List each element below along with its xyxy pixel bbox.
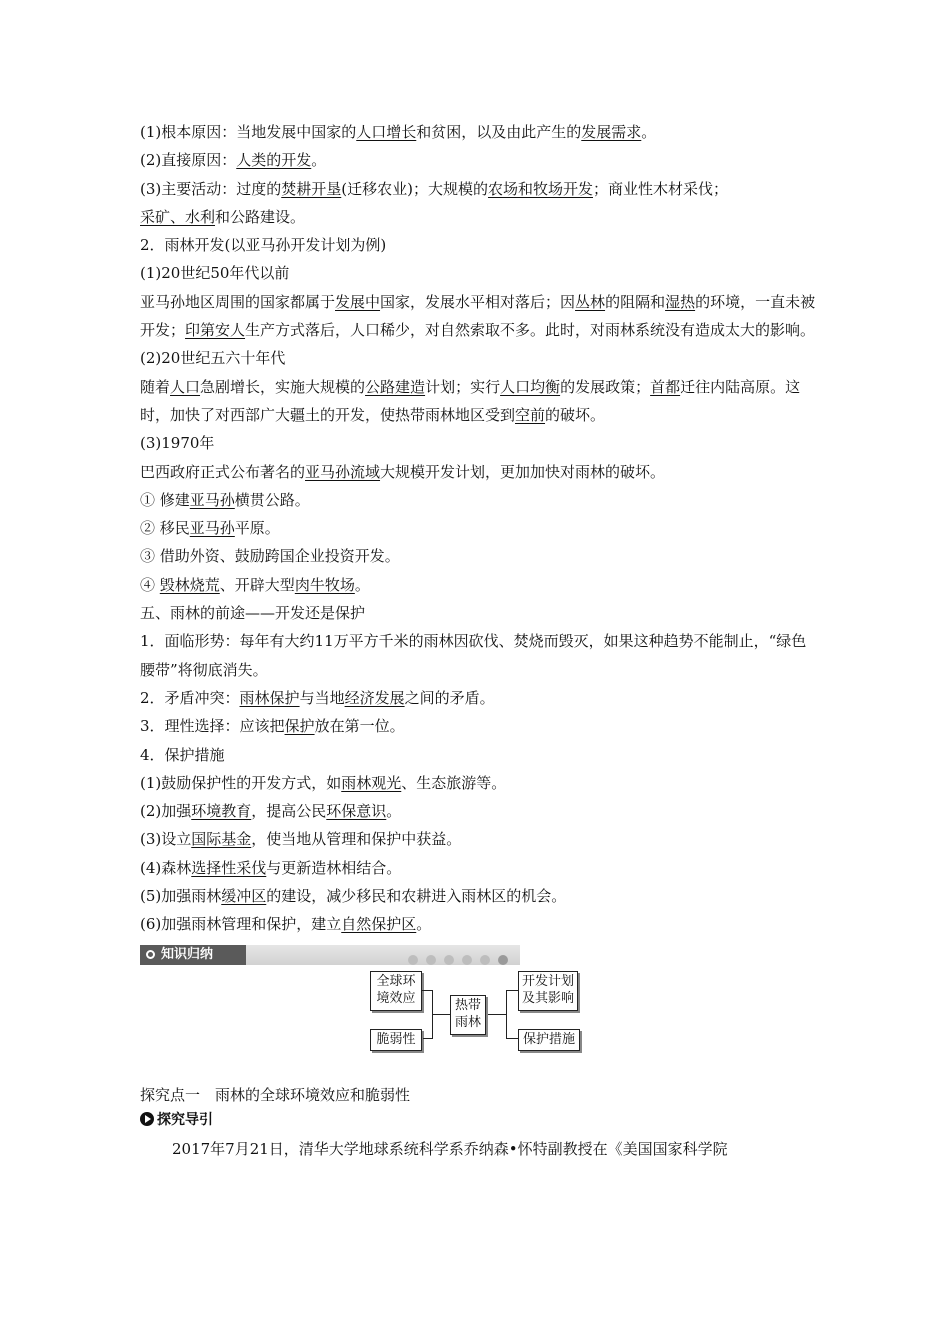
box-tropical-rainforest: 热带雨林 (450, 995, 486, 1035)
line-1970: (3)1970年 (140, 434, 215, 453)
line-main-activities-cont: 采矿、水利和公路建设。 (140, 207, 306, 226)
line-item-3: ③ 借助外资、鼓励跨国企业投资开发。 (140, 547, 400, 566)
line-section-five: 五、雨林的前途——开发还是保护 (140, 604, 366, 623)
box-fragility: 脆弱性 (370, 1029, 422, 1051)
document-page (140, 118, 820, 1163)
connector (506, 990, 507, 1039)
connector (506, 990, 518, 991)
line-measure-5: (5)加强雨林缓冲区的建设，减少移民和农耕进入雨林区的机会。 (140, 887, 567, 906)
box-global-effect: 全球环境效应 (370, 971, 422, 1011)
line-main-activities: (3)主要活动：过度的焚耕开垦(迁移农业)；大规模的农场和牧场开发；商业性木材采伐； (140, 179, 729, 198)
line-brazil-plan: 巴西政府正式公布著名的亚马孙流域大规模开发计划，更加加快对雨林的破坏。 (140, 462, 666, 481)
line-rational-choice: 3．理性选择：应该把保护放在第一位。 (140, 717, 405, 736)
line-direct-cause: (2)直接原因：人类的开发。 (140, 151, 327, 170)
explore-point-heading: 探究点一 雨林的全球环境效应和脆弱性 (140, 1085, 411, 1104)
line-measure-3: (3)设立国际基金，使当地从管理和保护中获益。 (140, 830, 462, 849)
line-measure-2: (2)加强环境教育，提高公民环保意识。 (140, 802, 402, 821)
connector (423, 1038, 432, 1039)
line-1950s-60s: (2)20世纪五六十年代 (140, 349, 286, 368)
decorative-dots (400, 950, 508, 969)
box-dev-plan: 开发计划及其影响 (518, 971, 578, 1011)
line-rainforest-dev: 2．雨林开发(以亚马孙开发计划为例) (140, 236, 387, 255)
connector (422, 990, 432, 991)
para-1950s-60s: 随着人口急剧增长，实施大规模的公路建造计划；实行人口均衡的发展政策；首都迁往内陆高原。这时，加快了对西部广大疆土的开发，使热带雨林地区受到空前的破坏。 (140, 377, 801, 424)
box-protection: 保护措施 (518, 1029, 580, 1051)
line-item-2: ② 移民亚马孙平原。 (140, 519, 280, 538)
line-measure-1: (1)鼓励保护性的开发方式，如雨林观光、生态旅游等。 (140, 773, 507, 792)
connector (488, 1014, 506, 1015)
line-item-1: ① 修建亚马孙横贯公路。 (140, 490, 310, 509)
explore-guide-label: 探究导引 (140, 1109, 820, 1131)
target-icon (146, 950, 155, 959)
concept-diagram (140, 971, 820, 1071)
connector (506, 1038, 518, 1039)
para-intro: 2017年7月21日，清华大学地球系统科学系乔纳森•怀特副教授在《美国国家科学院 (172, 1139, 728, 1158)
play-circle-icon (140, 1112, 154, 1126)
line-item-4: ④ 毁林烧荒、开辟大型肉牛牧场。 (140, 575, 370, 594)
section-tag: 知识归纳 (140, 945, 246, 965)
para-situation: 1．面临形势：每年有大约11万平方千米的雨林因砍伐、焚烧而毁灭，如果这种趋势不能制止，“绿色腰带”将彻底消失。 (140, 632, 807, 679)
line-measures: 4．保护措施 (140, 745, 225, 764)
line-conflict: 2．矛盾冲突：雨林保护与当地经济发展之间的矛盾。 (140, 688, 495, 707)
line-measure-6: (6)加强雨林管理和保护，建立自然保护区。 (140, 915, 432, 934)
knowledge-summary-bar (140, 945, 520, 965)
line-root-cause: (1)根本原因：当地发展中国家的人口增长和贫困，以及由此产生的发展需求。 (140, 123, 657, 141)
line-before-1950s: (1)20世纪50年代以前 (140, 264, 290, 283)
para-before-1950s: 亚马孙地区周围的国家都属于发展中国家，发展水平相对落后；因丛林的阻隔和湿热的环境，一直未被开发；印第安人生产方式落后，人口稀少，对自然索取不多。此时，对雨林系统没有造成太大的影响。 (140, 292, 816, 340)
connector (432, 1014, 450, 1015)
line-measure-4: (4)森林选择性采伐与更新造林相结合。 (140, 858, 402, 877)
